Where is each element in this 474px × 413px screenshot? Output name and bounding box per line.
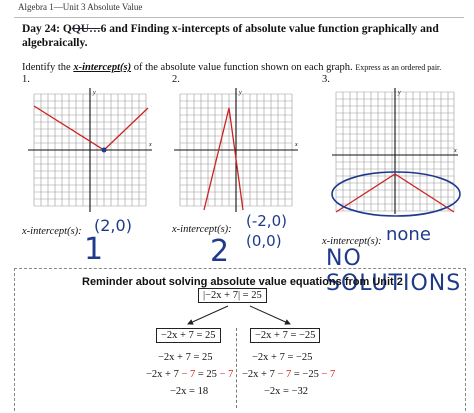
instruction-pre: Identify the — [22, 62, 74, 73]
handwritten-note-3: NO SOLUTIONS — [326, 246, 462, 296]
graph-1 — [26, 86, 154, 214]
header-rule — [14, 17, 464, 18]
left-branch-arrow — [188, 306, 228, 324]
instruction-note: Express as an ordered pair. — [355, 63, 442, 72]
right-case-eq-2 — [242, 369, 335, 380]
case-divider — [236, 328, 237, 408]
left-case-eq-2 — [146, 369, 233, 380]
left-case-eq-0: −2x + 7 = 25 — [156, 328, 221, 343]
graph-2-axes — [174, 88, 298, 212]
left-case-eq-2-text: −2x + 7 − 7 = 25 − 7 — [146, 369, 234, 380]
problem-number-2: 2. — [172, 74, 180, 85]
handwritten-answer-2a: (-2,0) — [246, 212, 287, 230]
instruction-post: of the absolute value function shown on each graph. — [131, 62, 353, 73]
x-intercept-label-3: x-intercept(s): — [322, 236, 382, 247]
right-branch-arrow — [250, 306, 290, 324]
right-case-eq-2-text: −2x + 7 − 7 = −25 − 7 — [242, 369, 336, 380]
minus-seven-term: − 7 — [277, 369, 292, 380]
graph-1-function — [34, 106, 148, 150]
handwritten-answer-2b: (0,0) — [246, 232, 282, 250]
minus-seven-term: − 7 — [219, 369, 234, 380]
left-case-eq-1: −2x + 7 = 25 — [158, 352, 213, 363]
problem-number-1: 1. — [22, 74, 30, 85]
minus-seven-term: − 7 — [181, 369, 196, 380]
x-intercept-label-2: x-intercept(s): — [172, 224, 232, 235]
graph-2 — [172, 86, 300, 214]
original-equation — [198, 290, 267, 301]
title-rest: 6 and Finding x-intercepts of absolute value function graphically and algebraically. — [22, 23, 439, 49]
instruction-keyword: x-intercept(s) — [73, 62, 132, 73]
title-prefix: Day 24: Q — [22, 23, 72, 35]
reminder-title: Reminder about solving absolute value equations from Unit 2 — [82, 276, 403, 288]
graph-3-y-label: y — [398, 90, 401, 96]
x-intercept-label-1: x-intercept(s): — [22, 226, 82, 237]
handwritten-answer-1: (2,0) — [94, 216, 132, 235]
handwritten-answer-3: none — [386, 224, 431, 245]
page-title — [22, 22, 462, 50]
graph-1-x-label: x — [149, 142, 152, 148]
left-case-boxed — [156, 330, 221, 341]
right-case-eq-0: −2x + 7 = −25 — [250, 328, 320, 343]
problem-number-3: 3. — [322, 74, 330, 85]
graph-1-y-label: y — [93, 90, 96, 96]
graph-1-axes — [28, 88, 152, 212]
graph-3 — [330, 86, 462, 236]
title-scribble: QU… — [71, 23, 101, 35]
page-header: Algebra 1—Unit 3 Absolute Value — [18, 2, 143, 12]
graph-3-axes — [332, 88, 458, 214]
handwritten-count-2: 2 — [210, 234, 230, 269]
original-equation-box: |−2x + 7| = 25 — [198, 288, 267, 303]
handwritten-count-1: 1 — [84, 232, 104, 267]
left-case-eq-3: −2x = 18 — [170, 386, 209, 397]
graph-1-intercept-mark — [102, 148, 107, 153]
instruction — [22, 62, 441, 73]
graph-2-y-label: y — [239, 90, 242, 96]
graph-2-x-label: x — [295, 142, 298, 148]
right-case-boxed — [250, 330, 320, 341]
graph-2-function — [204, 108, 243, 210]
graph-3-x-label: x — [454, 148, 457, 154]
right-case-eq-1: −2x + 7 = −25 — [252, 352, 313, 363]
minus-seven-term: − 7 — [321, 369, 336, 380]
right-case-eq-3: −2x = −32 — [264, 386, 309, 397]
branch-arrows — [150, 304, 330, 328]
